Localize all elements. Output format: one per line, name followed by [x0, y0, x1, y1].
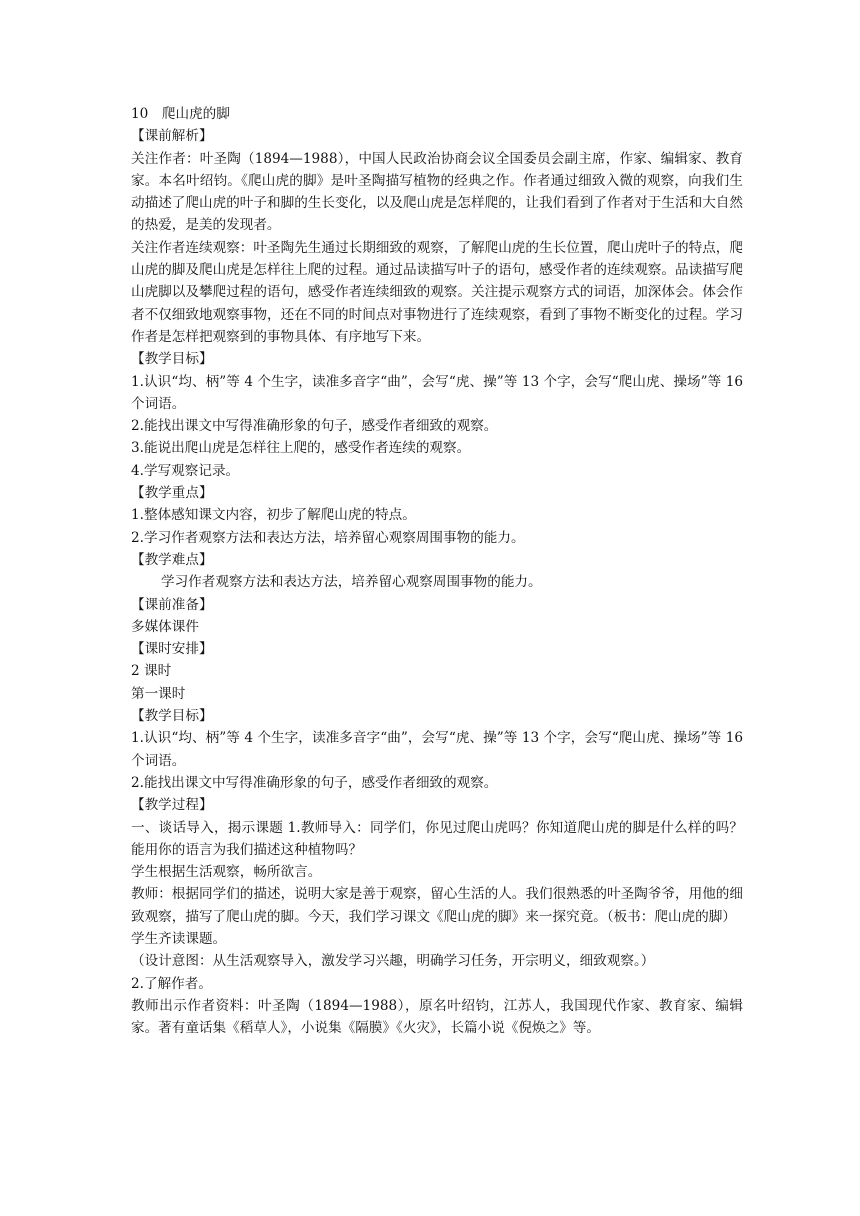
- list-item: 2.学习作者观察方法和表达方法，培养留心观察周围事物的能力。: [131, 529, 525, 546]
- section-heading: 【课时安排】: [131, 641, 213, 658]
- section-heading: 【教学目标】: [131, 351, 213, 368]
- list-item: 3.能说出爬山虎是怎样往上爬的，感受作者连续的观察。: [131, 440, 471, 457]
- list-item: 1.认识“均、柄”等 4 个生字，读准多音字“曲”，会写“虎、操”等 13 个字，会写“爬山虎、操场”等 16 个词语。: [131, 730, 743, 769]
- paragraph: 教师：根据同学们的描述，说明大家是善于观察，留心生活的人。我们很熟悉的叶圣陶爷爷，用他的细致观察，描写了爬山虎的脚。今天，我们学习课文《爬山虎的脚》来一探究竟。（板书：爬山虎的脚）: [131, 886, 743, 925]
- paragraph: 学生根据生活观察，畅所欲言。: [131, 864, 322, 881]
- document-page: [131, 103, 743, 1039]
- document-title: 10 爬山虎的脚: [131, 106, 230, 122]
- paragraph: 关注作者：叶圣陶（1894—1988），中国人民政治协商会议全国委员会副主席，作家、编辑家、教育家。本名叶绍钧。《爬山虎的脚》是叶圣陶描写植物的经典之作。作者通过细致入微的观察，向我们生动描述了爬山虎的叶子和脚的生长变化，以及爬山虎是怎样爬的，让我们看到了作者对于生活和大自然的热爱，是美的发现者。: [131, 150, 743, 234]
- paragraph: （设计意图：从生活观察导入，激发学习兴趣，明确学习任务，开宗明义，细致观察。）: [131, 953, 655, 970]
- paragraph: 2 课时: [131, 663, 172, 680]
- paragraph: 学生齐读课题。: [131, 930, 227, 947]
- section-heading: 【教学目标】: [131, 708, 213, 725]
- section-heading: 【课前解析】: [131, 128, 213, 145]
- paragraph: 2.了解作者。: [131, 975, 212, 992]
- section-heading: 【课前准备】: [131, 596, 213, 613]
- section-heading: 【教学重点】: [131, 485, 213, 502]
- list-item: 2.能找出课文中写得准确形象的句子，感受作者细致的观察。: [131, 418, 498, 435]
- paragraph: 第一课时: [131, 685, 186, 702]
- list-item: 4.学写观察记录。: [131, 462, 240, 479]
- paragraph: 学习作者观察方法和表达方法，培养留心观察周围事物的能力。: [161, 574, 542, 591]
- paragraph: 关注作者连续观察：叶圣陶先生通过长期细致的观察，了解爬山虎的生长位置，爬山虎叶子的特点，爬山虎的脚及爬山虎是怎样往上爬的过程。通过品读描写叶子的语句，感受作者的连续观察。品读描写爬山虎脚以及攀爬过程的语句，感受作者连续细致的观察。关注提示观察方式的词语，加深体会。体会作者不仅细致地观察事物，还在不同的时间点对事物进行了连续观察，看到了事物不断变化的过程。学习作者是怎样把观察到的事物具体、有序地写下来。: [131, 239, 743, 345]
- paragraph: 教师出示作者资料：叶圣陶（1894—1988），原名叶绍钧，江苏人，我国现代作家、教育家、编辑家。著有童话集《稻草人》，小说集《隔膜》《火灾》，长篇小说《倪焕之》等。: [131, 997, 743, 1037]
- list-item: 1.认识“均、柄”等 4 个生字，读准多音字“曲”，会写“虎、操”等 13 个字，会写“爬山虎、操场”等 16 个词语。: [131, 373, 743, 412]
- section-heading: 【教学过程】: [131, 797, 213, 814]
- section-heading: 【教学难点】: [131, 551, 213, 568]
- paragraph: 一、谈话导入，揭示课题 1.教师导入：同学们，你见过爬山虎吗？你知道爬山虎的脚是什么样的吗？能用你的语言为我们描述这种植物吗？: [131, 819, 743, 858]
- list-item: 1.整体感知课文内容，初步了解爬山虎的特点。: [131, 507, 416, 524]
- list-item: 2.能找出课文中写得准确形象的句子，感受作者细致的观察。: [131, 774, 498, 791]
- paragraph: 多媒体课件: [131, 618, 199, 635]
